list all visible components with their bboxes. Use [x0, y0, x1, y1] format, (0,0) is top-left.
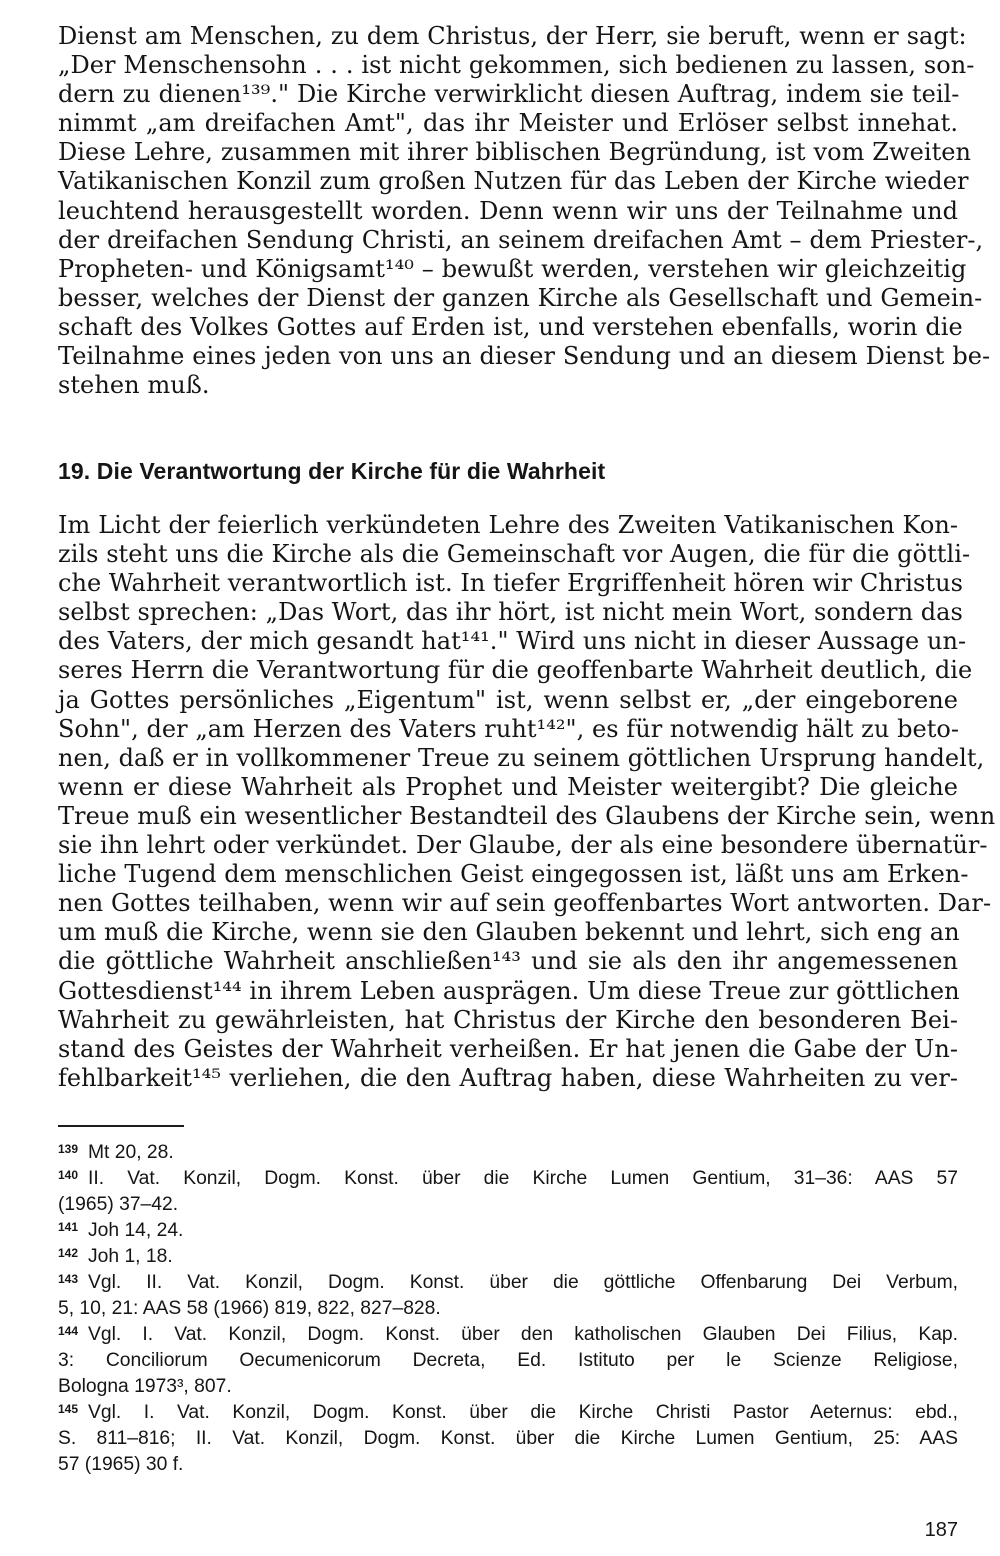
footnote-line: S. 811–816; II. Vat. Konzil, Dogm. Konst. über die Kirche Lumen Gentium, 25: AAS [58, 1428, 958, 1449]
footnote-number: 141 [58, 1220, 79, 1234]
text-line: die göttliche Wahrheit anschließen¹⁴³ und sie als den ihr angemessenen [58, 947, 958, 976]
page-number: 187 [924, 1519, 958, 1541]
footnote-line: Joh 1, 18. [88, 1246, 173, 1267]
footnote-number: 145 [58, 1402, 79, 1416]
footnote-line: Vgl. II. Vat. Konzil, Dogm. Konst. über die göttliche Offenbarung Dei Verbum, [88, 1272, 958, 1293]
footnote-line: II. Vat. Konzil, Dogm. Konst. über die Kirche Lumen Gentium, 31–36: AAS 57 [88, 1168, 958, 1189]
footnote-number: 139 [58, 1142, 79, 1156]
text-line: stehen muß. [58, 371, 210, 400]
text-line: des Vaters, der mich gesandt hat¹⁴¹." Wird uns nicht in dieser Aussage un- [58, 627, 967, 656]
text-line: Diese Lehre, zusammen mit ihrer biblischen Begründung, ist vom Zweiten [58, 138, 972, 167]
footnote-line: Mt 20, 28. [88, 1142, 174, 1163]
text-line: leuchtend herausgestellt worden. Denn wenn wir uns der Teilnahme und [58, 196, 958, 225]
footnote-142 [58, 1244, 958, 1270]
footnote-143 [58, 1270, 958, 1322]
footnote-line: Vgl. I. Vat. Konzil, Dogm. Konst. über den katholischen Glauben Dei Filius, Kap. [88, 1324, 958, 1345]
text-line: Treue muß ein wesentlicher Bestandteil des Glaubens der Kirche sein, wenn [58, 801, 996, 830]
text-line: zils steht uns die Kirche als die Gemeinschaft vor Augen, die für die göttli- [58, 540, 971, 569]
text-line: dern zu dienen¹³⁹." Die Kirche verwirklicht diesen Auftrag, indem sie teil- [58, 80, 960, 109]
text-line: che Wahrheit verantwortlich ist. In tiefer Ergriffenheit hören wir Christus [58, 569, 963, 598]
text-line: Wahrheit zu gewährleisten, hat Christus der Kirche den besonderen Bei- [58, 1005, 958, 1034]
section-heading: 19. Die Verantwortung der Kirche für die Wahrheit [58, 458, 606, 484]
text-line: seres Herrn die Verantwortung für die geoffenbarte Wahrheit deutlich, die [58, 656, 973, 685]
text-line: besser, welches der Dienst der ganzen Kirche als Gesellschaft und Gemein- [58, 283, 983, 312]
text-line: liche Tugend dem menschlichen Geist eingegossen ist, läßt uns am Erken- [58, 860, 969, 889]
footnote-number: 140 [58, 1168, 79, 1182]
footnote-line: 5, 10, 21: AAS 58 (1966) 819, 822, 827–828. [58, 1298, 441, 1319]
text-line: nen Gottes teilhaben, wenn wir auf sein geoffenbartes Wort antworten. Dar- [58, 889, 992, 918]
text-line: nen, daß er in vollkommener Treue zu seinem göttlichen Ursprung handelt, [58, 743, 985, 772]
footnote-line: (1965) 37–42. [58, 1194, 179, 1215]
footnote-line: Vgl. I. Vat. Konzil, Dogm. Konst. über die Kirche Christi Pastor Aeternus: ebd., [88, 1402, 958, 1423]
text-line: fehlbarkeit¹⁴⁵ verliehen, die den Auftrag haben, diese Wahrheiten zu ver- [58, 1063, 958, 1092]
footnote-number: 144 [58, 1324, 79, 1338]
footnote-line: Joh 14, 24. [88, 1220, 184, 1241]
text-line: der dreifachen Sendung Christi, an seinem dreifachen Amt – dem Priester-, [58, 225, 984, 254]
text-line: Sohn", der „am Herzen des Vaters ruht¹⁴²", es für notwendig hält zu beto- [58, 714, 960, 743]
footnote-divider [58, 1125, 184, 1127]
text-line: Im Licht der feierlich verkündeten Lehre des Zweiten Vatikanischen Kon- [58, 511, 958, 539]
text-line: ja Gottes persönliches „Eigentum" ist, wenn selbst er, „der eingeborene [58, 685, 958, 714]
footnote-140 [58, 1166, 958, 1218]
opening-paragraph [58, 22, 991, 400]
text-line: Teilnahme eines jeden von uns an dieser Sendung und an diesem Dienst be- [58, 342, 991, 371]
text-line: um muß die Kirche, wenn sie den Glauben bekennt und lehrt, sich eng an [58, 918, 960, 947]
text-line: sie ihn lehrt oder verkündet. Der Glaube, der als eine besondere übernatür- [58, 831, 988, 860]
footnotes [58, 1140, 958, 1478]
document-page [58, 0, 996, 1556]
footnote-line: Bologna 1973³, 807. [58, 1376, 232, 1397]
text-line: „Der Menschensohn . . . ist nicht gekommen, sich bedienen zu lassen, son- [58, 51, 975, 80]
text-line: Vatikanischen Konzil zum großen Nutzen für das Leben der Kirche wieder [58, 167, 969, 196]
footnote-number: 143 [58, 1272, 79, 1286]
text-line: nimmt „am dreifachen Amt", das ihr Meister und Erlöser selbst innehat. [58, 109, 958, 138]
footnote-141 [58, 1218, 958, 1244]
footnote-144 [58, 1322, 958, 1400]
footnote-line: 3: Conciliorum Oecumenicorum Decreta, Ed. Istituto per le Scienze Religiose, [58, 1350, 958, 1371]
text-line: Propheten- und Königsamt¹⁴⁰ – bewußt werden, verstehen wir gleichzeitig [58, 254, 967, 283]
text-line: schaft des Volkes Gottes auf Erden ist, und verstehen ebenfalls, worin die [58, 312, 963, 341]
text-line: stand des Geistes der Wahrheit verheißen. Er hat jenen die Gabe der Un- [58, 1034, 958, 1063]
section-paragraph [58, 511, 996, 1093]
text-line: Dienst am Menschen, zu dem Christus, der Herr, sie beruft, wenn er sagt: [58, 22, 967, 50]
text-line: Gottesdienst¹⁴⁴ in ihrem Leben ausprägen. Um diese Treue zur göttlichen [58, 976, 960, 1005]
footnote-145 [58, 1400, 958, 1478]
text-line: wenn er diese Wahrheit als Prophet und Meister weitergibt? Die gleiche [58, 772, 958, 801]
footnote-line: 57 (1965) 30 f. [58, 1454, 184, 1475]
footnote-139 [58, 1140, 958, 1166]
text-line: selbst sprechen: „Das Wort, das ihr hört, ist nicht mein Wort, sondern das [58, 598, 963, 627]
footnote-number: 142 [58, 1246, 79, 1260]
